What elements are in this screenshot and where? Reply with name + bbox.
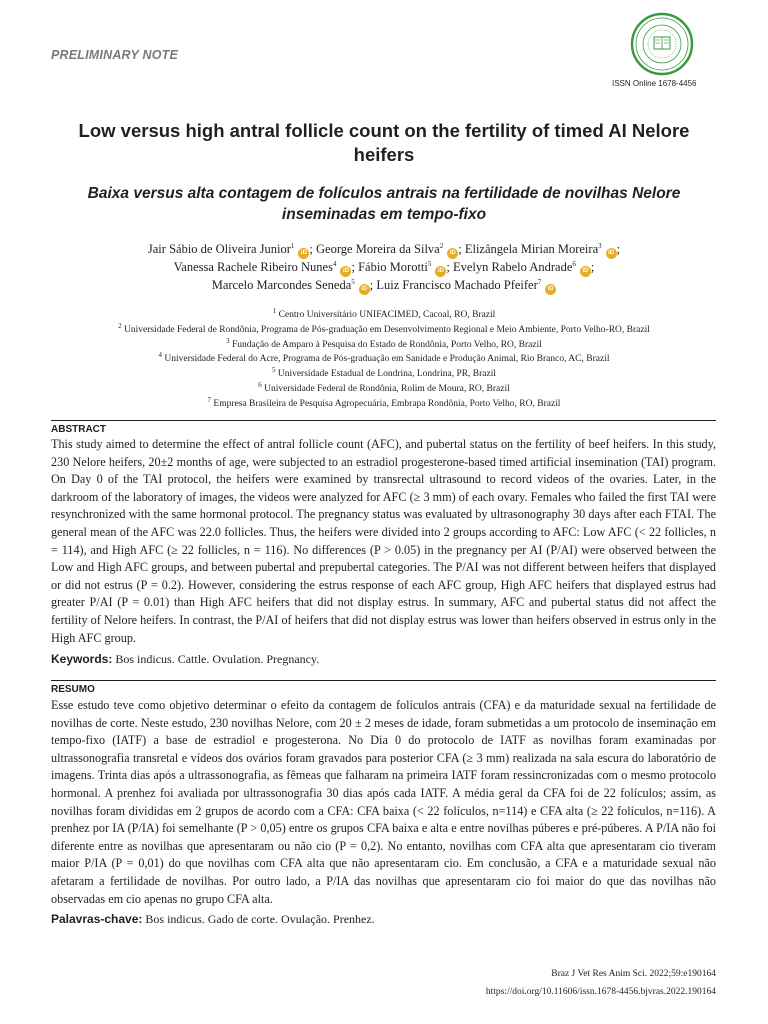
author-name: George Moreira da Silva bbox=[316, 242, 440, 256]
orcid-icon[interactable]: iD bbox=[545, 284, 556, 295]
keywords-line bbox=[51, 651, 716, 669]
journal-seal-logo bbox=[624, 10, 700, 86]
affiliation: $^7$ Empresa Brasileira de Pesquisa Agropecuária, Embrapa Rondônia, Porto Velho, RO, Brazil bbox=[207, 395, 561, 409]
author: Evelyn Rabelo Andrade$^6$iD ; bbox=[453, 260, 594, 274]
author-name: Vanessa Rachele Ribeiro Nunes bbox=[173, 260, 333, 274]
author-list bbox=[40, 241, 728, 295]
resumo-text: Esse estudo teve como objetivo determinar o efeito da contagem de folículos antrais (CFA) e da maturidade sexual na fertilidade de novilhas de corte. Neste estudo, 230 novilhas Nelore, com 20 ± 2 meses de idade, foram submetidas a um protocolo de inseminação em tempo-fixo (IATF) a base de estradiol e progesterona. No Dia 0 do protocolo de IATF as novilhas foram examinadas por ultrassonografia transretal e vídeos dos ovários foram gravados para posterior CFA (≥ 3 mm) realizada na sala escura do laboratório de imagens. Trinta dias após a ultrassonografia, as fêmeas que falharam na primeira IATF foram ressincronizadas com o mesmo protocolo hormonal. A prenhez foi avaliada por ultrassonografia 30 dias após cada IATF. A média geral da CFA foi de 22 folículos; assim, as novilhas foram divididas em 2 grupos de acordo com a CFA: CFA baixa (< 22 folículos, n=114) e CFA alta (≥ 22 folículos, n=116). A prenhez por IA (P/IA) foi semelhante (P > 0,05) entre os grupos CFA baixa e alta e entre novilhas púberes e pré-púberes. A P/IA não foi diferente entre as novilhas que apresentaram ou não cio (P = 0,2). No entanto, novilhas com CFA alta que apresentaram cio tiveram maior P/IA (P = 0,01) do que novilhas com CFA alta que não apresentaram cio. Em conclusão, a CFA e a maturidade sexual não afetaram a fertilidade de novilhas. Por outro lado, a P/IA das novilhas que apresentaram cio foi maior do que das novilhas não observadas em cio apenas no grupo CFA alta. bbox=[51, 698, 716, 906]
orcid-icon[interactable]: iD bbox=[359, 284, 370, 295]
citation: Braz J Vet Res Anim Sci. 2022;59:e190164 bbox=[551, 969, 716, 979]
keywords-label: Keywords: bbox=[51, 652, 113, 666]
orcid-icon[interactable]: iD bbox=[447, 248, 458, 259]
doi-link[interactable]: https://doi.org/10.11606/issn.1678-4456.bjvras.2022.190164 bbox=[485, 986, 716, 997]
author: Elizângela Mirian Moreira$^3$iD ; bbox=[465, 242, 620, 256]
palavras-chave-label: Palavras-chave: bbox=[51, 912, 143, 926]
palavras-chave-text: Bos indicus. Gado de corte. Ovulação. Prenhez. bbox=[142, 912, 375, 926]
author-name: Marcelo Marcondes Seneda bbox=[211, 278, 352, 292]
keywords-text: Bos indicus. Cattle. Ovulation. Pregnancy. bbox=[112, 652, 320, 666]
author: George Moreira da Silva$^2$iD ; bbox=[316, 242, 465, 256]
palavras-chave-line bbox=[51, 911, 716, 929]
article-type-label: PRELIMINARY NOTE bbox=[51, 48, 179, 62]
affiliation-list bbox=[20, 308, 748, 412]
affiliation: $^2$ Universidade Federal de Rondônia, Programa de Pós-graduação em Desenvolvimento Regional e Meio Ambiente, Porto Velho-RO, Brazil bbox=[118, 321, 650, 335]
author: Luiz Francisco Machado Pfeifer$^7$iD bbox=[376, 278, 556, 292]
article-title-portuguese: Baixa versus alta contagem de folículos antrais na fertilidade de novilhas Nelore inseminadas em tempo-fixo bbox=[87, 185, 681, 223]
orcid-icon[interactable]: iD bbox=[435, 266, 446, 277]
resumo-heading: RESUMO bbox=[51, 684, 95, 695]
orcid-icon[interactable]: iD bbox=[298, 248, 309, 259]
author-name: Fábio Morotti bbox=[358, 260, 428, 274]
author: Marcelo Marcondes Seneda$^5$iD ; bbox=[212, 278, 377, 292]
article-title: Low versus high antral follicle count on the fertility of timed AI Nelore heifers bbox=[78, 120, 690, 165]
page-footer bbox=[486, 966, 716, 1001]
affiliation: $^4$ Universidade Federal do Acre, Programa de Pós-graduação em Sanidade e Produção Animal, Rio Branco, AC, Brazil bbox=[158, 351, 610, 365]
orcid-icon[interactable]: iD bbox=[340, 266, 351, 277]
section-divider bbox=[51, 680, 716, 681]
issn-label: ISSN Online 1678-4456 bbox=[612, 79, 697, 88]
affiliation: $^3$ Fundação de Amparo à Pesquisa do Estado de Rondônia, Porto Velho, RO, Brazil bbox=[226, 336, 542, 350]
author-name: Elizângela Mirian Moreira bbox=[464, 242, 599, 256]
author: Vanessa Rachele Ribeiro Nunes$^4$iD ; bbox=[174, 260, 358, 274]
author: Jair Sábio de Oliveira Junior$^1$iD ; bbox=[148, 242, 316, 256]
author-name: Evelyn Rabelo Andrade bbox=[452, 260, 573, 274]
abstract-text: This study aimed to determine the effect of antral follicle count (AFC), and pubertal status on the fertility of beef heifers. In this study, 230 Nelore heifers, 20±2 months of age, were subjected to an estradiol progesterone-based timed artificial insemination (TAI) program. On Day 0 of the TAI protocol, the heifers were examined by transrectal ultrasound to record videos of the ovaries. Later, in the darkroom of the laboratory of images, the videos were analyzed for AFC (≥ 3 mm) of each ovary. Females who failed the first TAI were resynchronized with the same hormonal protocol. The pregnancy status was evaluated by ultrasonography 30 days after each FTAI. The general mean of the AFC was 22.0 follicles. Thus, the heifers were divided into 2 groups according to AFC: Low AFC (< 22 follicles, n = 114), and High AFC (≥ 22 follicles, n = 116). No differences (P > 0.05) in the pregnancy per AI (P/AI) were observed between the Low and High AFC groups, and between pubertal and prepubertal categories. The P/AI was not different between heifers that displayed or did not estrus (P = 0.2). However, considering the estrus response of each AFC group, High AFC heifers that displayed estrus had greater P/AI (P = 0.01) than High AFC heifers that did not display estrus. In summary, AFC and pubertal status did not affect the fertility of Nelore heifers. In contrast, the P/AI of heifers that did not display estrus was lower than heifers observed in estrus only in the High AFC group. bbox=[51, 437, 716, 645]
orcid-icon[interactable]: iD bbox=[580, 266, 591, 277]
author-name: Luiz Francisco Machado Pfeifer bbox=[376, 278, 538, 292]
affiliation: $^6$ Universidade Federal de Rondônia, Rolim de Moura, RO, Brazil bbox=[258, 380, 510, 394]
author: Fábio Morotti$^5$iD ; bbox=[358, 260, 453, 274]
author-name: Jair Sábio de Oliveira Junior bbox=[147, 242, 291, 256]
abstract-heading: ABSTRACT bbox=[51, 424, 106, 435]
affiliation: $^1$ Centro Universitário UNIFACIMED, Cacoal, RO, Brazil bbox=[272, 306, 496, 320]
affiliation: $^5$ Universidade Estadual de Londrina, Londrina, PR, Brazil bbox=[271, 366, 497, 380]
section-divider bbox=[51, 420, 716, 421]
orcid-icon[interactable]: iD bbox=[606, 248, 617, 259]
